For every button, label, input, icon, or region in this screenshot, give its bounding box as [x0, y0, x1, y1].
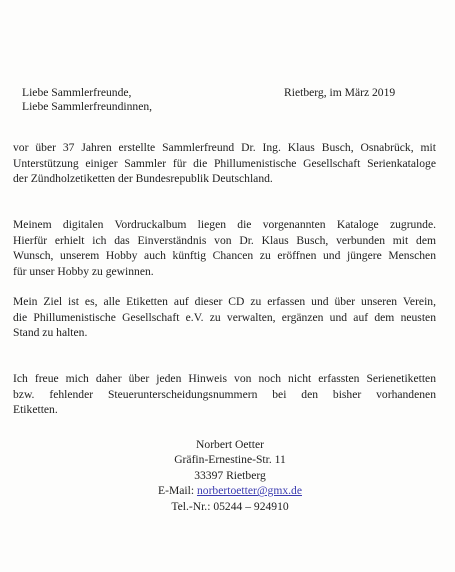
signature-email-row: [140, 483, 320, 498]
paragraph-line: Meinem digitalen Vordruckalbum liegen die vorgenannten Kataloge zugrunde.: [13, 218, 436, 231]
paragraph-line: die Phillumenistische Gesellschaft e.V. zu verwalten, ergänzen und auf dem neusten: [13, 310, 436, 324]
paragraph-history: [13, 140, 436, 187]
salutation: [22, 86, 152, 114]
paragraph-line: Wunsch, unserem Hobby auch künftig Chancen zu eröffnen und jüngere Menschen: [13, 249, 436, 263]
paragraph-request: [13, 371, 436, 418]
email-label: E-Mail:: [158, 484, 197, 498]
greeting-line-1: Liebe Sammlerfreunde,: [22, 86, 132, 99]
paragraph-goal: [13, 294, 436, 341]
paragraph-line: Etiketten.: [13, 403, 58, 417]
paragraph-line: Hierfür erhielt ich das Einverständnis von Dr. Klaus Busch, verbunden mit dem: [13, 233, 436, 247]
paragraph-line: Ich freue mich daher über jeden Hinweis von noch nicht erfassten Serienetiketten: [13, 372, 436, 385]
greeting-line-2: Liebe Sammlerfreundinnen,: [22, 100, 153, 113]
paragraph-line: bzw. fehlender Steuerunterscheidungsnummern bei den bisher vorhandenen: [13, 387, 436, 401]
paragraph-line: Unterstützung einiger Sammler für die Phillumenistische Gesellschaft Serienkataloge: [13, 156, 436, 170]
signature-phone: Tel.-Nr.: 05244 – 924910: [171, 499, 289, 513]
place-date: Rietberg, im März 2019: [284, 86, 396, 99]
signature-city: 33397 Rietberg: [194, 468, 266, 482]
signature-street: Gräfin-Ernestine-Str. 11: [174, 453, 286, 467]
paragraph-line: der Zündholzetiketten der Bundesrepublik Deutschland.: [13, 172, 273, 186]
paragraph-line: Stand zu halten.: [13, 326, 88, 340]
paragraph-line: vor über 37 Jahren erstellte Sammlerfreund Dr. Ing. Klaus Busch, Osnabrück, mit: [13, 141, 436, 154]
paragraph-album: [13, 217, 436, 279]
paragraph-line: Mein Ziel ist es, alle Etiketten auf dieser CD zu erfassen und über unseren Verein,: [13, 295, 436, 308]
paragraph-line: für unser Hobby zu gewinnen.: [13, 264, 154, 278]
signature-block: [140, 437, 320, 514]
signature-name: Norbert Oetter: [196, 438, 264, 451]
email-link[interactable]: norbertoetter@gmx.de: [196, 484, 302, 498]
